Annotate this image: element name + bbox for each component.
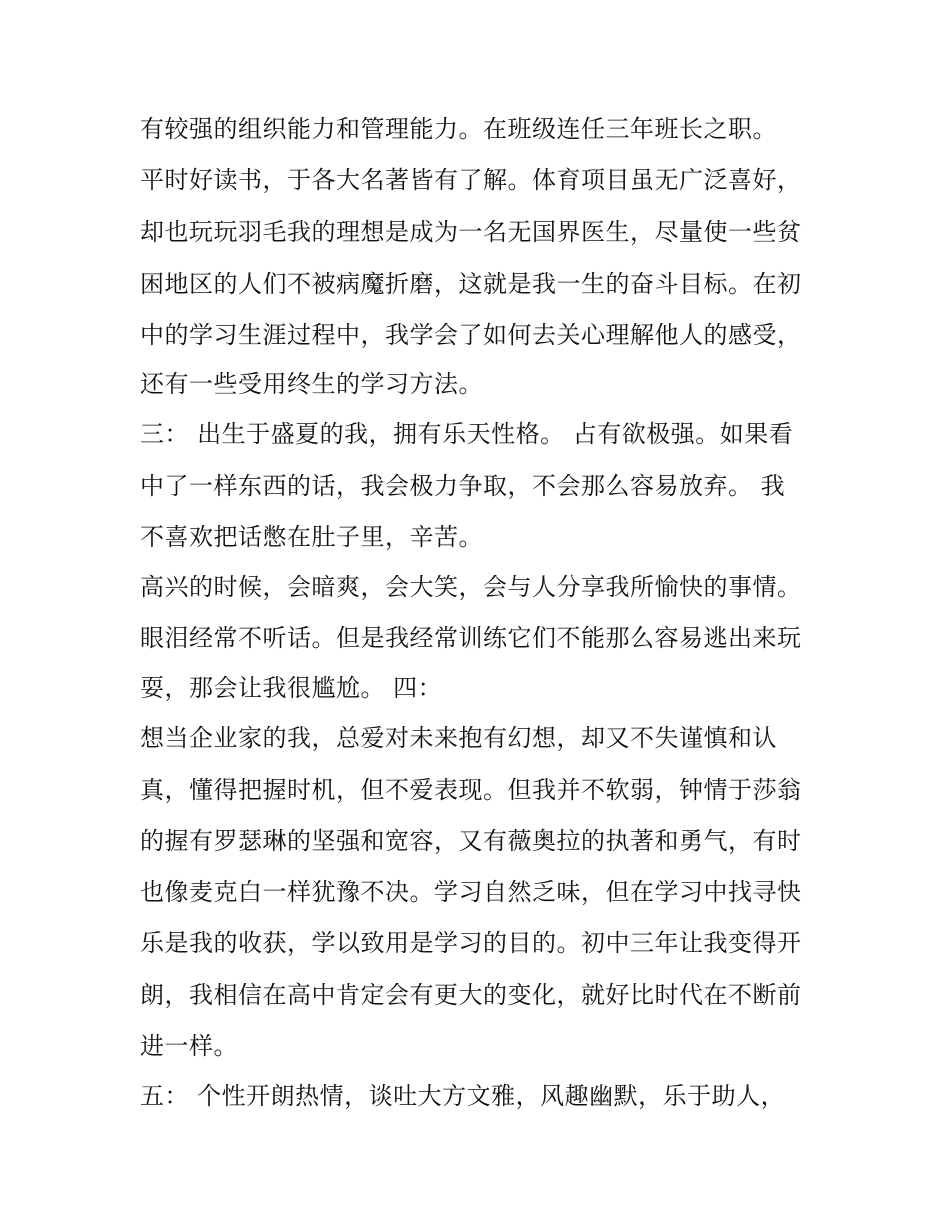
text-line: 有较强的组织能力和管理能力。在班级连任三年班长之职。	[140, 115, 777, 143]
text-line: 中了一样东西的话，我会极力争取，不会那么容易放弃。 我	[140, 472, 786, 500]
text-line: 却也玩玩羽毛我的理想是成为一名无国界医生，尽量使一些贫	[140, 218, 802, 246]
text-line: 乐是我的收获，学以致用是学习的目的。初中三年让我变得开	[140, 929, 802, 957]
text-line: 想当企业家的我，总爱对未来抱有幻想，却又不失谨慎和认	[140, 724, 777, 752]
text-line: 高兴的时候，会暗爽，会大笑，会与人分享我所愉快的事情。	[140, 573, 802, 601]
text-line: 进一样。	[140, 1032, 238, 1060]
text-line: 中的学习生涯过程中，我学会了如何去关心理解他人的感受，	[140, 321, 802, 349]
text-line: 朗，我相信在高中肯定会有更大的变化，就好比时代在不断前	[140, 981, 802, 1009]
text-line: 也像麦克白一样犹豫不决。学习自然乏味，但在学习中找寻快	[140, 878, 802, 906]
text-line: 耍，那会让我很尴尬。 四：	[140, 674, 443, 702]
text-line: 三： 出生于盛夏的我，拥有乐天性格。 占有欲极强。如果看	[140, 420, 794, 448]
text-line: 还有一些受用终生的学习方法。	[140, 370, 483, 398]
text-line: 不喜欢把话憋在肚子里，辛苦。	[140, 523, 483, 551]
text-line: 眼泪经常不听话。但是我经常训练它们不能那么容易逃出来玩	[140, 624, 802, 652]
text-line: 困地区的人们不被病魔折磨，这就是我一生的奋斗目标。在初	[140, 270, 802, 298]
text-line: 的握有罗瑟琳的坚强和宽容，又有薇奥拉的执著和勇气，有时	[140, 827, 802, 855]
text-line: 真，懂得把握时机，但不爱表现。但我并不软弱，钟情于莎翁	[140, 776, 802, 804]
text-line: 平时好读书，于各大名著皆有了解。体育项目虽无广泛喜好，	[140, 166, 802, 194]
text-line: 五： 个性开朗热情，谈吐大方文雅，风趣幽默，乐于助人，	[140, 1082, 786, 1110]
